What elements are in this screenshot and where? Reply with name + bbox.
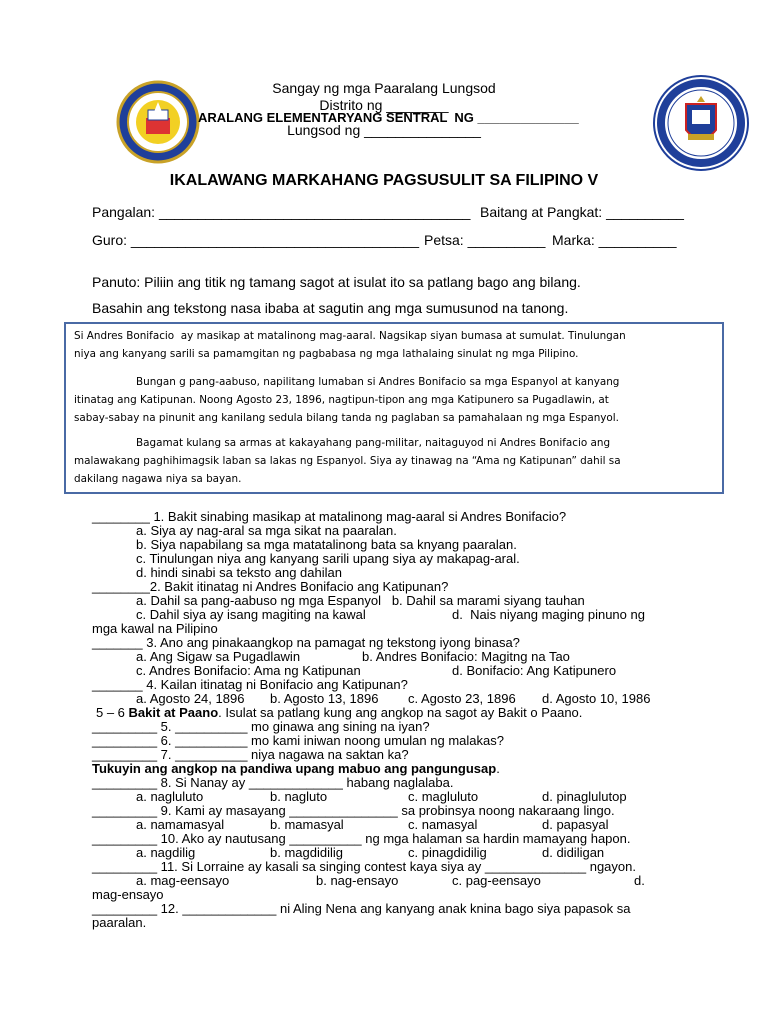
question-2: ________2. Bakit itinatag ni Andres Bonifacio ang Katipunan? [92,579,449,594]
question-3: _______ 3. Ano ang pinakaangkop na pamagat ng tekstong iyong binasa? [92,635,520,650]
choice: c. magluluto [408,789,479,804]
header-line-4: Lungsod ng _______________ [287,122,481,138]
choice: c. Dahil siya ay isang magiting na kawal [136,607,366,622]
choice: b. Andres Bonifacio: Magitng na Tao [362,649,570,664]
instructions-basahin: Basahin ang tekstong nasa ibaba at sagutin ang mga sumusunod na tanong. [92,300,569,316]
choice: a. namamasyal [136,817,225,832]
section-bold: Bakit at Paano [128,705,219,720]
page-title: IKALAWANG MARKAHANG PAGSUSULIT SA FILIPINO V [169,172,599,189]
choice: c. namasyal [408,817,478,832]
question-10: _________ 10. Ako ay nautusang __________ ng mga halaman sa hardin mamayang hapon. [92,831,631,846]
score-field: Marka: __________ [552,232,677,248]
question-12-cont: paaralan. [92,915,147,930]
story-line: sabay-sabay na pinunit ang kanilang sedula bilang tanda ng paglaban sa pamahalaan ng mga Espanyol. [74,412,619,424]
choice: d. didiligan [542,845,605,860]
choice: a. mag-eensayo [136,873,230,888]
choice: d. pinaglulutop [542,789,627,804]
story-line: itinatag ang Katipunan. Noong Agosto 23, 1896, nagtipun-tipon ang mga Katipunero sa Pugadlawin, at [74,394,609,406]
name-field: Pangalan: ________________________________________ [92,204,471,220]
section-rest: . Isulat sa patlang kung ang angkop na sagot ay Bakit o Paano. [218,705,583,720]
choice: a. Ang Sigaw sa Pugadlawin [136,649,301,664]
choice: c. Agosto 23, 1896 [408,691,516,706]
choice: b. Agosto 13, 1896 [270,691,379,706]
choice: b. mamasyal [270,817,344,832]
choice: d. hindi sinabi sa teksto ang dahilan [136,565,342,580]
question-7: _________ 7. __________ niya nagawa na saktan ka? [92,747,409,762]
choice: b. nag-ensayo [316,873,399,888]
header-line-2: Distrito ng ________ [319,97,449,113]
section-2-heading [92,762,500,776]
choice: c. pag-eensayo [452,873,541,888]
choice: mga kawal na Pilipino [92,621,218,636]
story-line: Bagamat kulang sa armas at kakayahang pang-militar, naitaguyod ni Andres Bonifacio ang [136,437,611,449]
question-8: _________ 8. Si Nanay ay _____________ habang naglalaba. [92,775,454,790]
question-9: _________ 9. Kami ay masayang _______________ sa probinsya noong nakaraang lingo. [92,803,615,818]
choice: b. magdidilig [270,845,343,860]
story-line: niya ang kanyang sarili sa pamamgitan ng pagbabasa ng mga lathalaing sinulat ng mga Pilipino. [74,348,579,360]
choice: d. papasyal [542,817,609,832]
question-6: _________ 6. __________ mo kami iniwan noong umulan ng malakas? [92,733,504,748]
choice: a. Dahil sa pang-aabuso ng mga Espanyol b. Dahil sa marami siyang tauhan [136,593,585,608]
choice: mag-ensayo [92,887,164,902]
section-2-end: . [496,761,500,776]
choice: c. pinagdidilig [408,845,487,860]
choice: a. Siya ay nag-aral sa mga sikat na paaralan. [136,523,397,538]
instructions-panuto: Panuto: Piliin ang titik ng tamang sagot at isulat ito sa patlang bago ang bilang. [92,274,581,290]
choice: d. [634,873,645,888]
choice: a. Agosto 24, 1896 [136,691,245,706]
choice: d. Bonifacio: Ang Katipunero [452,663,617,678]
choice: b. nagluto [270,789,328,804]
choice: a. nagluluto [136,789,204,804]
section-number: 5 – 6 [96,705,125,720]
choice: d. Nais niyang maging pinuno ng [452,607,645,622]
choice: c. Andres Bonifacio: Ama ng Katipunan [136,663,361,678]
teacher-field: Guro: _____________________________________ [92,232,419,248]
question-4: _______ 4. Kailan itinatag ni Bonifacio ang Katipunan? [92,677,408,692]
story-line: malawakang paghihimagsik laban sa lakas ng Espanyol. Siya ay tinawag na “Ama ng Katipunan” dahil sa [74,455,621,467]
choice: b. Siya napabilang sa mga matatalinong bata sa knyang paaralan. [136,537,517,552]
question-11: _________ 11. Si Lorraine ay kasali sa singing contest kaya siya ay ______________ ngayon. [92,859,636,874]
question-5: _________ 5. __________ mo ginawa ang sining na iyan? [92,719,430,734]
choice: c. Tinulungan niya ang kanyang sarili upang siya ay makapag-aral. [136,551,520,566]
question-1: ________ 1. Bakit sinabing masikap at matalinong mag-aaral si Andres Bonifacio? [92,509,567,524]
choice: a. nagdilig [136,845,196,860]
section-2-bold: Tukuyin ang angkop na pandiwa upang mabuo ang pangungusap [92,761,497,776]
date-field: Petsa: __________ [424,232,546,248]
choice: d. Agosto 10, 1986 [542,691,651,706]
question-12: _________ 12. _____________ ni Aling Nena ang kanyang anak knina bago siya papasok sa [92,901,631,916]
story-line: dakilang nagawa niya sa bayan. [74,473,242,485]
story-line: Si Andres Bonifacio ay masikap at matalinong mag-aaral. Nagsikap siyan bumasa at sumulat. Tinulungan [74,330,626,342]
header-line-3: ARALANG ELEMENTARYANG SENTRAL NG ______________ [198,110,579,125]
section-5-6 [96,706,582,720]
grade-section-field: Baitang at Pangkat: __________ [480,204,684,220]
story-line: Bungan g pang-aabuso, napilitang lumaban si Andres Bonifacio sa mga Espanyol at kanyang [136,376,620,388]
header-line-1: Sangay ng mga Paaralang Lungsod [272,80,496,96]
